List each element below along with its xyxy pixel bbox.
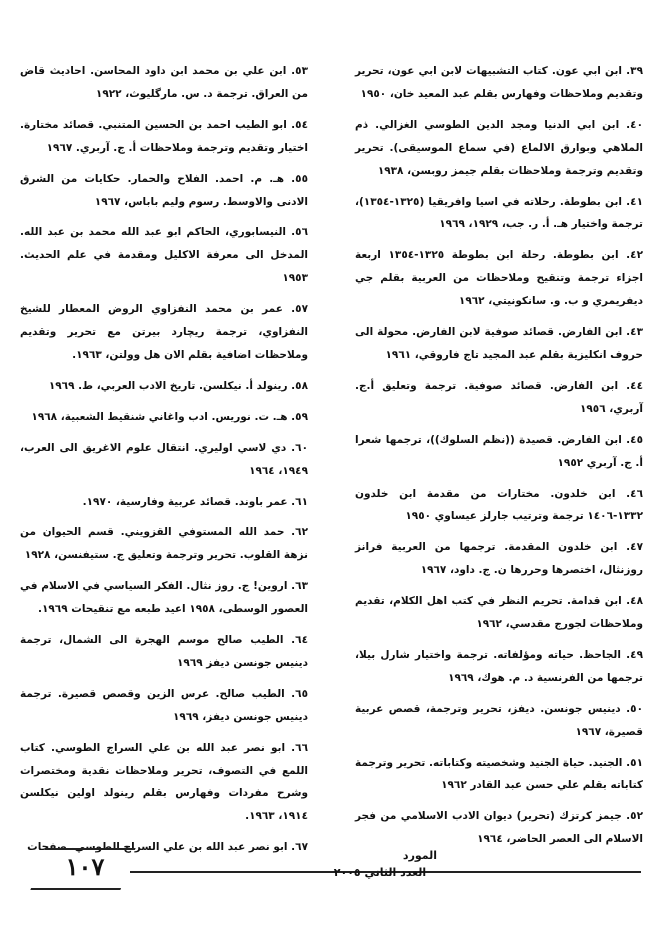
list-item: ٤٠. ابن ابي الدنيا ومجد الدين الطوسي الغزالي. ذم الملاهي وبوارق الالماع (في سماع الموسيقى). تحرير وتقديم وترجمة وملاحظات بقلم جيمز روبسن، ١٩٣٨ <box>355 118 643 177</box>
list-item: ٦٢. حمد الله المستوفي القزويني. قسم الحيوان من نزهة القلوب. تحرير وترجمة وتعليق ج. ستيفنسن، ١٩٢٨ <box>20 526 308 562</box>
list-item: ٤٢. ابن بطوطة. رحلة ابن بطوطة ١٣٢٥-١٣٥٤ اربعة اجزاء ترجمة وتنقيح وملاحظات من العربية بقلم جي ديفريمري و ب. و. سانكونيتي، ١٩٦٢ <box>355 249 643 308</box>
left-column <box>20 60 308 867</box>
list-item: ٦٠. دي لاسي اوليري. انتقال علوم الاغريق الى العرب، ١٩٤٩، ١٩٦٤ <box>20 441 308 477</box>
list-item: ٥٠. دينيس جونسن. ديفز، تحرير وترجمة، قصص عربية قصيرة، ١٩٦٧ <box>355 702 643 738</box>
list-item: ٤٩. الجاحظ. حياته ومؤلفاته. ترجمة واختيار شارل بيلا، ترجمها من الفرنسية د. م. هوك، ١٩٦٩ <box>355 648 643 684</box>
list-item: ٦٦. ابو نصر عبد الله بن علي السراج الطوسي. كتاب اللمع في التصوف، تحرير وملاحظات نقدية ومختصرات وشرح مفردات وفهارس بقلم رينولد اولين نيكلسن ١٩١٤، ١٩٦٣. <box>20 741 308 823</box>
list-item: ٥٢. جيمز كرتزك (تحرير) ديوان الادب الاسلامي من فجر الاسلام الى العصر الحاضر، ١٩٦٤ <box>355 810 643 846</box>
list-item: ٥٥. هـ. م. احمد. الفلاح والحمار. حكايات من الشرق الادنى والاوسط. رسوم وليم باباس، ١٩٦٧ <box>20 172 308 208</box>
list-item: ٤٣. ابن الفارض. قصائد صوفية لابن الفارض. محولة الى حروف انكليزية بقلم عبد المجيد تاج فاروقي، ١٩٦١ <box>355 326 643 361</box>
list-item: ٦٤. الطيب صالح موسم الهجرة الى الشمال، ترجمة دينيس جونسن ديفز ١٩٦٩ <box>20 634 308 669</box>
list-item: ٤٤. ابن الفارض. قصائد صوفية. ترجمة وتعليق أ.ج. آربري، ١٩٥٦ <box>355 379 643 415</box>
issue-label: العدد الثاني ٢٠٠٥ <box>333 866 427 879</box>
right-column <box>355 60 643 859</box>
page-footer <box>20 848 641 888</box>
list-item: ٦٥. الطيب صالح. عرس الزين وقصص قصيرة. ترجمة دينيس جونسن ديفز، ١٩٦٩ <box>20 687 308 723</box>
list-item: ٥٩. هـ. ت. نوريس. ادب واغاني شنقيط الشعبية، ١٩٦٨ <box>31 410 308 423</box>
list-item: ٤٥. ابن الفارض. قصيدة ((نظم السلوك))، ترجمها شعرا أ. ج. آربري ١٩٥٢ <box>355 433 643 469</box>
page-number: ١٠٧ <box>65 852 105 881</box>
list-item: ٥٤. ابو الطيب احمد بن الحسين المتنبي. قصائد مختارة. اختيار وتقديم وترجمة وملاحظات أ. ج. آربري. ١٩٦٧ <box>20 118 308 154</box>
list-item: ٦٧. ابو نصر عبد الله بن علي السراج الطوسي. صفحات <box>27 841 308 854</box>
list-item: ٦١. عمر باوند. قصائد عربية وفارسية، ١٩٧٠. <box>82 495 308 508</box>
list-item: ٥٣. ابن علي بن محمد ابن داود المحاسن. احاديث قاض من العراق. ترجمة د. س. مارگليوث، ١٩٢٢ <box>20 65 308 100</box>
list-item: ٤٦. ابن خلدون. مختارات من مقدمة ابن خلدون ١٣٣٢-١٤٠٦ ترجمة وترتيب جارلز عيساوي ١٩٥٠ <box>355 487 643 523</box>
list-item: ٤٧. ابن خلدون المقدمة. ترجمها من العربية فرانز روزنثال، اختصرها وحررها ن. ج. داود، ١٩٦٧ <box>355 541 643 577</box>
list-item: ٥٧. عمر بن محمد النفزاوي الروض المعطار للشيخ النفزاوي، ترجمة ريچارد بيرتن مع تحرير وتقديم وملاحظات اضافية بقلم الان هل وولتن، ١٩٦٣. <box>20 303 308 361</box>
list-item: ٥٨. رينولد أ. نيكلسن. تاريخ الادب العربي، ط. ١٩٦٩ <box>48 379 308 392</box>
list-item: ٥٦. النيسابوري، الحاكم ابو عبد الله محمد بن عبد الله. المدخل الى معرفة الاكليل ومقدمة في علم الحديث. ١٩٥٣ <box>20 226 308 285</box>
list-item: ٦٣. اروين! ج. روز نثال. الفكر السياسي في الاسلام في العصور الوسطى، ١٩٥٨ اعيد طبعه مع تنقيحات ١٩٦٩. <box>20 580 308 616</box>
list-item: ٤١. ابن بطوطة. رحلاته في اسيا وافريقيا (١٣٢٥-١٣٥٤)، ترجمة واختيار هـ. أ. ر. جب، ١٩٢٩، ١٩٦٩ <box>355 195 643 231</box>
list-item: ٥١. الجنيد. حياة الجنيد وشخصيته وكتاباته. تحرير وترجمة كتاباته بقلم علي حسن عبد القادر ١٩٦٢ <box>355 756 643 792</box>
journal-name: المورد <box>402 849 438 862</box>
list-item: ٤٨. ابن قدامة. تحريم النظر في كتب اهل الكلام، تقديم وملاحظات لجورج مقدسي، ١٩٦٢ <box>355 595 643 631</box>
list-item: ٣٩. ابن ابي عون. كتاب التشبيهات لابن ابي عون، تحرير وتقديم وملاحظات وفهارس بقلم عبد المعيد خان، ١٩٥٠ <box>355 65 643 100</box>
